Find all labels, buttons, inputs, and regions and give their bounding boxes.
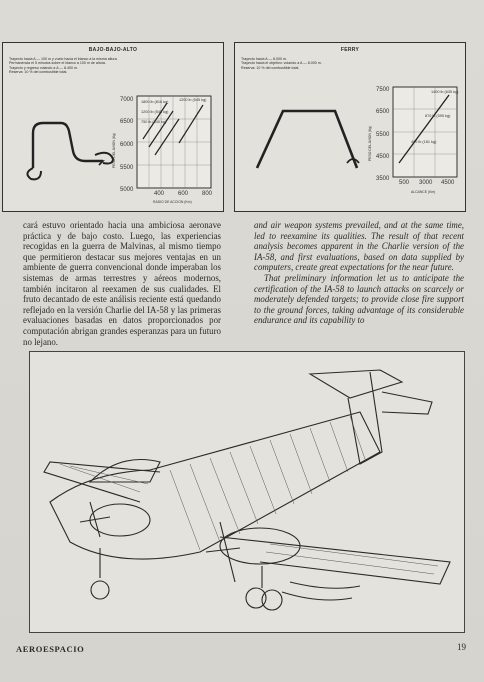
- svg-text:4500: 4500: [441, 180, 455, 186]
- publication-name: AEROESPACIO: [16, 644, 85, 654]
- mission-profile-figure-ferry: [234, 42, 466, 212]
- svg-text:1400 lb (635 kg): 1400 lb (635 kg): [431, 90, 459, 94]
- arrow-icon: [97, 161, 103, 165]
- svg-text:1800 lb (816 kg): 1800 lb (816 kg): [141, 100, 169, 104]
- svg-text:6500: 6500: [120, 119, 134, 125]
- x-tick-labels: [399, 180, 455, 186]
- mission-profile-figure-low-low-high: [2, 42, 224, 212]
- page-number: 19: [457, 642, 466, 652]
- svg-text:5000: 5000: [120, 187, 134, 193]
- svg-text:3500: 3500: [376, 176, 390, 182]
- y-tick-labels: [120, 97, 134, 193]
- flight-path: [33, 123, 103, 168]
- svg-text:7000: 7000: [120, 97, 134, 103]
- figure-right-graphics: [235, 43, 465, 211]
- article-text-english: [254, 220, 464, 326]
- figure-notes: Trayecto hacia A — 8.000 m. Trayecto hacia el objetivo: volando a A — 8.000 m. Reserva: 10 % del combustible total.: [241, 57, 322, 70]
- svg-text:400: 400: [154, 191, 165, 197]
- article-text-spanish: [23, 220, 221, 347]
- svg-text:4500: 4500: [376, 154, 390, 160]
- x-tick-labels: [154, 191, 213, 197]
- svg-text:870 lb (395 kg): 870 lb (395 kg): [425, 114, 451, 118]
- y-tick-labels: [376, 87, 390, 182]
- figure-title: FERRY: [340, 47, 360, 53]
- y-axis-label: PESO DEL AVION (Kg): [368, 125, 372, 161]
- svg-text:750 lb (340 kg): 750 lb (340 kg): [141, 120, 167, 124]
- svg-text:600: 600: [178, 191, 189, 197]
- svg-text:1200 lb (545 kg): 1200 lb (545 kg): [179, 98, 207, 102]
- figure-left-graphics: [3, 43, 223, 211]
- loiter-loop: [27, 168, 41, 179]
- flight-path: [257, 111, 357, 168]
- svg-text:5500: 5500: [120, 165, 134, 171]
- svg-text:6500: 6500: [376, 109, 390, 115]
- svg-text:1200 lb (545 kg): 1200 lb (545 kg): [141, 110, 169, 114]
- aircraft-cutaway-illustration: [29, 351, 465, 633]
- svg-text:3000: 3000: [419, 180, 433, 186]
- svg-text:7500: 7500: [376, 87, 390, 93]
- figure-notes: Trayecto hacia A — 100 m y vuelo hacia el blanco a la misma altura Permanencia el 5 minutos sobre el blanco a 100 m de altura. Trayecto y regreso volando a A — 8.400 m. Reserva: 10 % del combustible total.: [9, 57, 117, 75]
- x-axis-label: ALCANCE (Km): [411, 190, 436, 194]
- aircraft-cutaway-drawing: [30, 352, 464, 632]
- svg-text:500: 500: [399, 180, 410, 186]
- y-axis-label: PESO DEL AVION (Kg): [112, 132, 116, 168]
- svg-text:800: 800: [202, 191, 213, 197]
- paragraph: cará estuvo orientado hacia una ambiciosa aeronave práctica y de bajo costo. Luego, las experiencias recogidas en la guerra de Malvinas, al mismo tiempo que permitieron destacar sus mejores ventajas en un ambiente de guerra convencional donde imperaban los sistemas de armas terrestres y aéreos modernos, también incitaron al reexamen de sus cualidades. El fruto decantado de este análisis reciente está quedando reflejado en la versión Charlie del IA-58 y las primeras evaluaciones basadas en datos proporcionados por computación abrigan grandes esperanzas para un futuro no lejano.: [23, 220, 221, 347]
- figure-title: BAJO-BAJO-ALTO: [88, 47, 138, 53]
- paragraph: That preliminary information let us to anticipate the certification of the IA-58 to launch attacks on scarcely or moderately defended targets; to provide close fire support to the ground forces, taking advantage of its considerable endurance and its capability to: [254, 272, 464, 326]
- x-axis-label: RADIO DE ACCION (Km): [153, 200, 192, 204]
- svg-text:400 lb (181 kg): 400 lb (181 kg): [411, 140, 437, 144]
- svg-text:5500: 5500: [376, 132, 390, 138]
- svg-text:6000: 6000: [120, 142, 134, 148]
- paragraph: and air weapon systems prevailed, and at the same time, led to reexamine its qualities. The result of that recent analysis becomes apparent in the Charlie version of the IA-58, and first evaluations, based on data supplied by computers, create great expectations for the near future.: [254, 220, 464, 273]
